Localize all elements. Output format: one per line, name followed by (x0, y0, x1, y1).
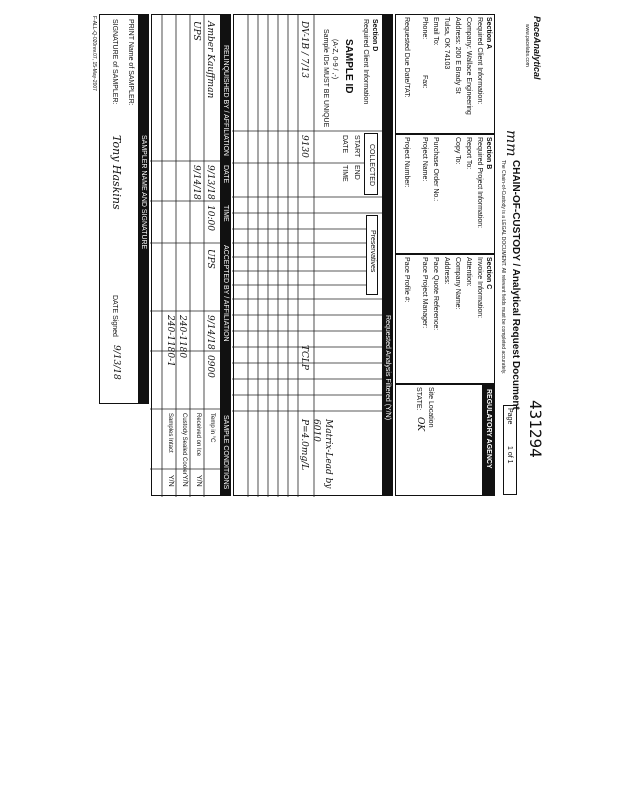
handwritten-ref-1: 240-1180 (177, 315, 187, 359)
samples-intact-yn: Y/N (167, 475, 174, 487)
requested-due-date: Requested Due Date/TAT: (403, 17, 410, 98)
preservatives-label: Preservatives (369, 230, 376, 273)
received-ice-yn: Y/N (195, 475, 202, 487)
client-company: Company: Wallace Engineering (465, 17, 472, 115)
client-address: Address: 200 E Brady St (454, 17, 461, 94)
client-fax: Fax: (421, 75, 428, 89)
client-email: Email To: (432, 17, 439, 46)
section-c-box (395, 254, 495, 384)
relinquished-section (151, 14, 231, 496)
sampler-print-label: PRINT Name of SAMPLER: (127, 19, 134, 106)
section-a-required: Required Client Information: (476, 17, 483, 105)
sampler-signature: Tony Haskins (110, 135, 123, 210)
samples-intact-label: Samples Intact (167, 413, 173, 453)
pace-quote: Pace Quote Reference: (432, 257, 439, 331)
page-value: 1 of 1 (506, 446, 513, 464)
date-signed-label: DATE Signed (111, 295, 118, 337)
custody-sealed-label: Custody Sealed Cooler (181, 413, 187, 475)
collected-label: COLLECTED (368, 144, 375, 187)
sampler-sign-label: SIGNATURE of SAMPLER: (111, 19, 118, 105)
relinquished-time-1: 10:00 (205, 205, 215, 231)
accepted-date-1: 9/14/18 (205, 315, 215, 350)
sample-id-unique-note: Sample IDs MUST BE UNIQUE (322, 29, 329, 128)
accepted-by-1: UPS (205, 249, 215, 269)
rotated-form-area (90, 10, 545, 500)
handwritten-ref-2: 240-1180-1 (165, 315, 175, 367)
page-label: Page (506, 408, 513, 425)
regulatory-header (482, 385, 494, 495)
analysis-note-3: P=4.0mg/L (299, 419, 309, 471)
sample-row-1-handwritten-1: 9130 (299, 135, 309, 158)
project-name: Project Name: (421, 137, 428, 182)
section-c-label: Section C (485, 257, 492, 290)
sample-id-note: (A-Z, 0-9 / ,-) (331, 39, 338, 80)
relinquished-time-label: TIME (222, 205, 229, 222)
invoice-address: Address: (443, 257, 450, 285)
section-d-label: Section D (371, 19, 378, 52)
sample-row-1-analysis: TCLP (299, 345, 309, 370)
sampler-label: SAMPLER NAME AND SIGNATURE (140, 135, 147, 250)
invoice-company: Company Name: (454, 257, 461, 310)
section-a-box (395, 14, 495, 134)
sample-id-heading: SAMPLE ID (343, 39, 354, 94)
relinquished-date-2: 9/14/18 (191, 165, 201, 200)
section-d-required: Required Client Information (362, 19, 369, 105)
state-value: OK (415, 417, 425, 432)
sampler-header-bar (138, 15, 148, 403)
relinquished-by-2: UPS (191, 21, 201, 41)
document-title: CHAIN-OF-CUSTODY / Analytical Request Document (510, 160, 521, 410)
collected-date: DATE (341, 135, 348, 154)
client-phone: Phone: (421, 17, 428, 40)
state-label: STATE: (415, 387, 422, 411)
sample-grid (233, 14, 393, 496)
received-ice-label: Received on Ice (195, 413, 201, 457)
analysis-label: Requested Analysis Filtered (Y/N) (384, 315, 391, 421)
accepted-label: ACCEPTED BY / AFFILIATION (222, 245, 229, 342)
copy-to: Copy To: (454, 137, 461, 165)
report-to: Report To: (465, 137, 472, 170)
sampler-section (99, 14, 149, 404)
relinquished-date-1: 9/13/18 (205, 165, 215, 200)
pace-logo-subtext: www.pacelabs.com (524, 24, 530, 67)
footer-code: F-ALL-Q-020rev.07, 15-May-2007 (91, 16, 97, 91)
document-number: 431294 (526, 400, 545, 458)
pace-project-manager: Pace Project Manager: (421, 257, 428, 329)
client-city: Tulsa, OK 74103 (443, 17, 450, 70)
collected-end: END (353, 165, 360, 180)
relinquished-by-1: Amber Kauffman (205, 21, 215, 99)
page-box (503, 405, 517, 495)
section-b-required: Required Project Information: (476, 137, 483, 229)
regulatory-box (395, 384, 495, 496)
invoice-attention: Attention: (465, 257, 472, 287)
project-number: Project Number: (403, 137, 410, 188)
custody-sealed-yn: Y/N (181, 475, 188, 487)
date-signed-value: 9/13/18 (111, 345, 121, 380)
sample-row-1-id: DV-1B / 7/13 (299, 21, 309, 79)
document-subtitle: The Chain-of-Custody is a LEGAL DOCUMENT. All relevant fields must be completed accurately. (500, 160, 506, 375)
sample-grid-lines (232, 15, 392, 497)
section-a-label: Section A (485, 17, 492, 50)
relinquished-label: RELINQUISHED BY / AFFILIATION (222, 45, 229, 156)
collected-start: START (353, 135, 360, 158)
site-location: Site Location (427, 387, 434, 428)
sample-conditions-label: SAMPLE CONDITIONS (222, 415, 229, 490)
analysis-note-2: 6010 (311, 419, 321, 442)
handwritten-initials: mm (503, 130, 519, 157)
invoice-label: Invoice Information: (476, 257, 483, 319)
pace-profile: Pace Profile #: (403, 257, 410, 303)
section-b-box (395, 134, 495, 254)
pace-logo: PaceAnalytical (532, 16, 542, 80)
regulatory-label: REGULATORY AGENCY (485, 389, 492, 469)
analysis-note-1: Matrix-Lead by (323, 419, 333, 489)
purchase-order: Purchase Order No.: (432, 137, 439, 202)
chain-of-custody-form (90, 10, 545, 500)
collected-time: TIME (341, 165, 348, 182)
temp-label: Temp in °C (209, 413, 215, 443)
relinquished-grid-lines (150, 15, 230, 497)
accepted-time-1: 0900 (205, 355, 215, 378)
section-b-label: Section B (485, 137, 492, 170)
relinquished-date-label: DATE (222, 165, 229, 184)
